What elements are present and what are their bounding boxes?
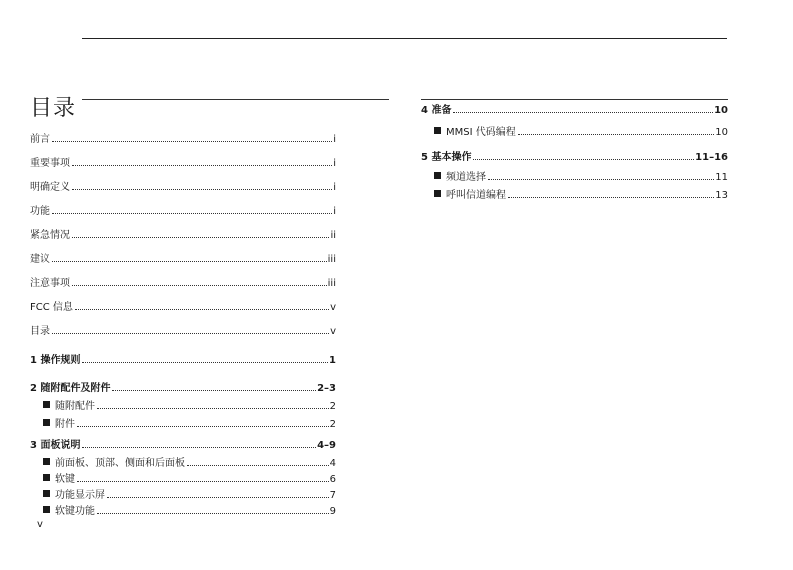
bullet-square-icon xyxy=(43,419,50,426)
toc-entry[interactable]: 注意事项 iii xyxy=(30,278,336,289)
toc-subentry[interactable]: 前面板、顶部、侧面和后面板 4 xyxy=(30,457,336,470)
bullet-square-icon xyxy=(434,172,441,179)
toc-right-column xyxy=(421,104,728,202)
bullet-square-icon xyxy=(43,490,50,497)
bullet-square-icon xyxy=(43,458,50,465)
toc-chapter[interactable]: 2 随附配件及附件 2–3 xyxy=(30,383,336,394)
toc-chapter[interactable]: 4 准备 10 xyxy=(421,105,728,116)
toc-entry[interactable]: 功能 i xyxy=(30,206,336,217)
toc-subentry[interactable]: 呼叫信道编程 13 xyxy=(421,189,728,202)
toc-entry[interactable]: 紧急情况 ii xyxy=(30,230,336,241)
toc-entry[interactable]: 目录 v xyxy=(30,326,336,337)
bullet-square-icon xyxy=(434,190,441,197)
page-title: 目录 xyxy=(30,96,77,121)
toc-subentry[interactable]: 软键功能 9 xyxy=(30,505,336,518)
toc-entry[interactable]: 明确定义 i xyxy=(30,182,336,193)
toc-chapter[interactable]: 5 基本操作 11–16 xyxy=(421,152,728,163)
title-rule xyxy=(82,99,389,100)
toc-subentry[interactable]: 随附配件 2 xyxy=(30,400,336,413)
toc-entry[interactable]: 建议 iii xyxy=(30,254,336,265)
toc-entry[interactable]: FCC 信息 v xyxy=(30,302,336,313)
toc-left-column xyxy=(30,133,336,518)
header-rule xyxy=(82,38,727,39)
toc-chapter[interactable]: 1 操作规则 1 xyxy=(30,355,336,366)
toc-entry[interactable]: 重要事项 i xyxy=(30,158,336,169)
bullet-square-icon xyxy=(43,401,50,408)
right-column-rule xyxy=(421,99,728,100)
toc-subentry[interactable]: 功能显示屏 7 xyxy=(30,489,336,502)
bullet-square-icon xyxy=(43,506,50,513)
toc-chapter[interactable]: 3 面板说明 4–9 xyxy=(30,440,336,451)
toc-subentry[interactable]: 附件 2 xyxy=(30,418,336,431)
bullet-square-icon xyxy=(43,474,50,481)
toc-subentry[interactable]: 频道选择 11 xyxy=(421,171,728,184)
page-number: v xyxy=(37,519,43,530)
toc-subentry[interactable]: 软键 6 xyxy=(30,473,336,486)
toc-entry[interactable]: 前言 i xyxy=(30,134,336,145)
toc-subentry[interactable]: MMSI 代码编程 10 xyxy=(421,126,728,139)
bullet-square-icon xyxy=(434,127,441,134)
